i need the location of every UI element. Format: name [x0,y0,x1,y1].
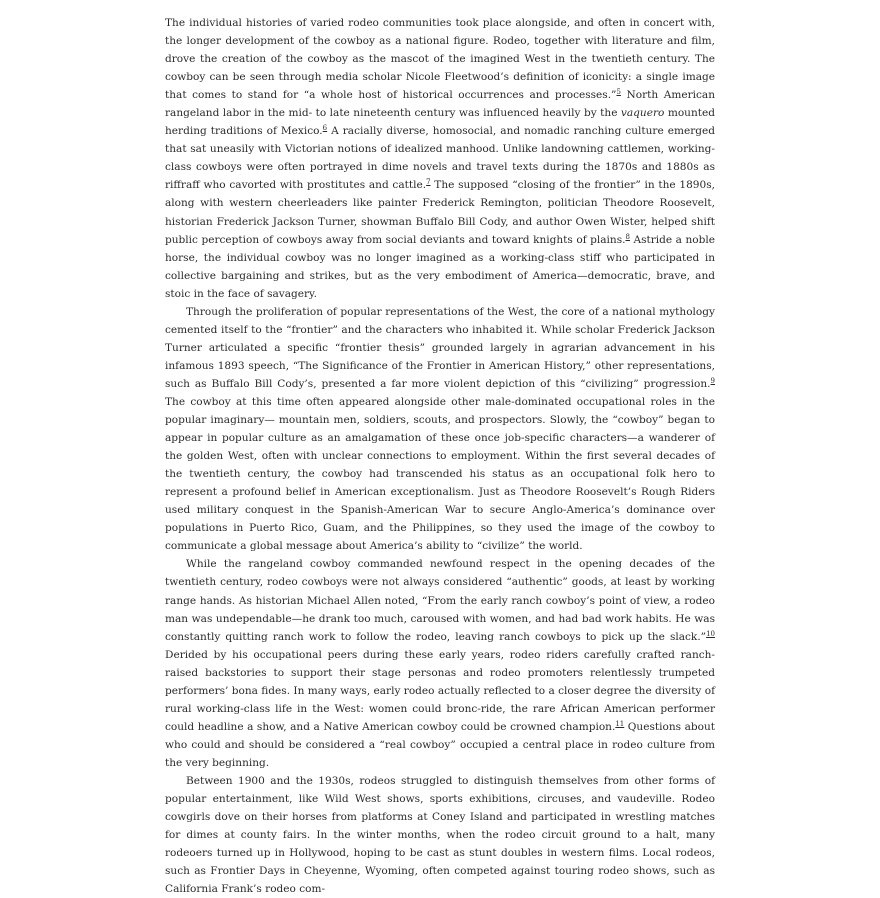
paragraph-text: Derided by his occupational peers during these early years, rodeo riders carefully crafted ranch-raised backstories to support their stage personas and rodeo promoters relentlessly trumpeted performers’ bona fides. In many ways, early rodeo actually reflected to a closer degree the diversity of rural working-class life in the West: women could bronc-ride, the rare African American performer could headline a show, and a Native American cowboy could be crowned champion. [165,648,715,733]
footnote-marker[interactable]: 10 [706,629,715,638]
paragraph [165,303,715,556]
paragraph-text: mounted herding traditions of Mexico. [165,107,715,138]
footnote-marker[interactable]: 11 [615,719,625,728]
paragraph-text: While the rangeland cowboy commanded newfound respect in the opening decades of the twentieth century, rodeo cowboys were not always considered “authentic” goods, at least by working range hands. As historian Michael Allen noted, “From the early ranch cowboy’s point of view, a rodeo man was undependable—he drank too much, caroused with women, and had bad work habits. He was constantly quitting ranch work to follow the rodeo, leaving ranch cowboys to pick up the slack.” [165,558,715,643]
paragraph-text: North American rangeland labor in the mid- to late nineteenth century was influenced heavily by the [165,89,715,120]
italic-term: vaquero [620,107,665,120]
paragraph [165,772,715,898]
paragraph [165,555,715,772]
footnote-marker[interactable]: 6 [322,124,328,133]
paragraph-text: Astride a noble horse, the individual cowboy was no longer imagined as a working-class stiff who participated in collective bargaining and strikes, but as the very embodiment of America—democratic, brave, and stoic in the face of savagery. [165,233,716,300]
footnote-marker[interactable]: 5 [616,88,621,97]
paragraph-text: A racially diverse, homosocial, and nomadic ranching culture emerged that sat uneasily with Victorian notions of idealized manhood. Unlike landowning cattlemen, working-class cowboys were often portrayed in dime novels and travel texts during the 1870s and 1880s as riffraff who cavorted with prostitutes and cattle. [165,125,715,192]
footnote-marker[interactable]: 7 [426,178,431,187]
paragraph-text: Questions about who could and should be considered a “real cowboy” occupied a central place in rodeo culture from the very beginning. [165,720,715,769]
footnote-marker[interactable]: 8 [625,232,630,241]
paragraph-text: Through the proliferation of popular representations of the West, the core of a national mythology cemented itself to the “frontier” and the characters who inhabited it. While scholar Frederick Jackson Turner articulated a specific “frontier thesis” grounded largely in agrarian advancement in his infamous 1893 speech, “The Significance of the Frontier in American History,” other representations, such as Buffalo Bill Cody’s, presented a far more violent depiction of this “civilizing” progression. [165,305,715,390]
paragraph-text: The supposed “closing of the frontier” in the 1890s, along with western cheerleaders like painter Frederick Remington, politician Theodore Roosevelt, historian Frederick Jackson Turner, showman Buffalo Bill Cody, and author Owen Wister, helped shift public perception of cowboys away from social deviants and toward knights of plains. [165,179,715,246]
paragraph [165,14,715,303]
paragraph-text: The individual histories of varied rodeo communities took place alongside, and often in concert with, the longer development of the cowboy as a national figure. Rodeo, together with literature and film, drove the creation of the cowboy as the mascot of the imagined West in the twentieth century. The cowboy can be seen through media scholar Nicole Fleetwood’s definition of iconicity: a single image that comes to stand for “a whole host of historical occurrences and processes.” [165,17,715,102]
paragraph-text: Between 1900 and the 1930s, rodeos struggled to distinguish themselves from other forms of popular entertainment, like Wild West shows, sports exhibitions, circuses, and vaudeville. Rodeo cowgirls dove on their horses from platforms at Coney Island and participated in wrestling matches for dimes at county fairs. In the winter months, when the rodeo circuit ground to a halt, many rodeoers turned up in Hollywood, hoping to be cast as stunt doubles in western films. Local rodeos, such as Frontier Days in Cheyenne, Wyoming, often competed against touring rodeo shows, such as California Frank’s rodeo com- [165,774,715,896]
footnote-marker[interactable]: 9 [710,376,715,385]
paragraph-text: The cowboy at this time often appeared alongside other male-dominated occupational roles in the popular imaginary— mountain men, soldiers, scouts, and prospectors. Slowly, the “cowboy” began to appear in popular culture as an amalgamation of these once job-specific characters—a wanderer of the golden West, often with unclear connections to employment. Within the first several decades of the twentieth century, the cowboy had transcended his status as an occupational folk hero to represent a profound belief in American exceptionalism. Just as Theodore Roosevelt’s Rough Riders used military conquest in the Spanish-American War to secure Anglo-America’s dominance over populations in Puerto Rico, Guam, and the Philippines, so they used the image of the cowboy to communicate a global message about America’s ability to “civilize” the world. [165,395,715,553]
book-page-body [165,14,715,898]
